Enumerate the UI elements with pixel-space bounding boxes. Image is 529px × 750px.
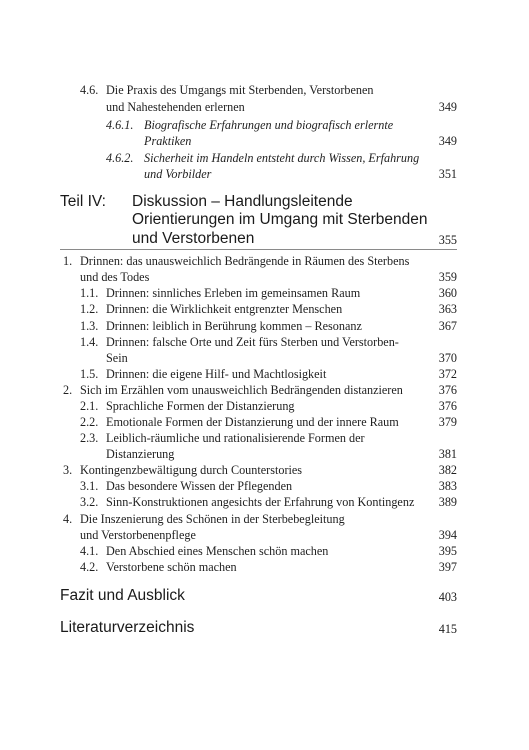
entry-number: 3.1.	[80, 479, 99, 493]
page-number: 382	[438, 463, 457, 477]
entry-title: Distanzierung	[106, 447, 175, 461]
entry-title: Sein	[106, 351, 128, 365]
page-number: 355	[438, 233, 457, 247]
entry-number: 1.2.	[80, 302, 99, 316]
entry-number: 1.5.	[80, 367, 99, 381]
page-number: 389	[438, 495, 457, 509]
entry-title: Das besondere Wissen der Pflegenden	[106, 479, 293, 493]
page-number: 376	[438, 399, 457, 413]
heading-title: Literaturverzeichnis	[60, 619, 195, 636]
part-title-line: Orientierungen im Umgang mit Sterbenden	[132, 211, 428, 228]
entry-number: 1.4.	[80, 335, 99, 349]
page-number: 349	[438, 100, 457, 114]
page-number: 367	[438, 319, 457, 333]
entry-title: Sich im Erzählen vom unausweichlich Bedrängenden distanzieren	[80, 383, 403, 397]
page-number: 376	[438, 383, 457, 397]
entry-number: 1.3.	[80, 319, 99, 333]
entry-title: Den Abschied eines Menschen schön machen	[106, 544, 329, 558]
entry-number: 2.1.	[80, 399, 99, 413]
page-number: 359	[438, 270, 457, 284]
page-number: 394	[438, 528, 457, 542]
entry-title: Drinnen: leiblich in Berührung kommen – Resonanz	[106, 319, 362, 333]
divider	[60, 249, 457, 250]
entry-title: Drinnen: sinnliches Erleben im gemeinsamen Raum	[106, 286, 361, 300]
page-number: 403	[438, 590, 457, 604]
entry-title: und Nahestehenden erlernen	[106, 100, 245, 114]
entry-number: 2.	[63, 383, 73, 397]
entry-number: 3.	[63, 463, 73, 477]
part-title-line: Diskussion – Handlungsleitende	[132, 193, 353, 210]
entry-number: 2.3.	[80, 431, 99, 445]
entry-title: Sinn-Konstruktionen angesichts der Erfahrung von Kontingenz	[106, 495, 415, 509]
entry-number: 4.	[63, 512, 73, 526]
page-number: 349	[438, 134, 457, 148]
page-number: 381	[438, 447, 457, 461]
entry-number: 3.2.	[80, 495, 99, 509]
page-number: 360	[438, 286, 457, 300]
entry-number: 1.1.	[80, 286, 99, 300]
entry-title: Drinnen: die eigene Hilf- und Machtlosigkeit	[106, 367, 327, 381]
part-label: Teil IV:	[60, 193, 106, 210]
entry-title: Die Inszenierung des Schönen in der Sterbebegleitung	[80, 512, 345, 526]
entry-title: Leiblich-räumliche und rationalisierende Formen der	[106, 431, 365, 445]
entry-title: Kontingenzbewältigung durch Counterstories	[80, 463, 303, 477]
entry-title: Sicherheit im Handeln entsteht durch Wissen, Erfahrung	[144, 151, 420, 165]
page-number: 397	[438, 560, 457, 574]
entry-title: Biografische Erfahrungen und biografisch erlernte	[144, 118, 394, 132]
entry-number: 4.6.2.	[106, 151, 134, 165]
page-number: 379	[438, 415, 457, 429]
part-title-line: und Verstorbenen	[132, 230, 255, 247]
page-number: 372	[438, 367, 457, 381]
entry-title: Drinnen: falsche Orte und Zeit fürs Sterben und Verstorben-	[106, 335, 399, 349]
entry-number: 4.6.1.	[106, 118, 134, 132]
page-number: 370	[438, 351, 457, 365]
entry-number: 2.2.	[80, 415, 99, 429]
entry-number: 1.	[63, 254, 73, 268]
entry-title: Emotionale Formen der Distanzierung und der innere Raum	[106, 415, 399, 429]
entry-title: Sprachliche Formen der Distanzierung	[106, 399, 295, 413]
entry-number: 4.6.	[80, 83, 99, 97]
heading-title: Fazit und Ausblick	[60, 587, 185, 604]
entry-title: Drinnen: das unausweichlich Bedrängende in Räumen des Sterbens	[80, 254, 410, 268]
entry-title: und des Todes	[80, 270, 150, 284]
entry-title: Die Praxis des Umgangs mit Sterbenden, Verstorbenen	[106, 83, 374, 97]
entry-number: 4.1.	[80, 544, 99, 558]
page-number: 383	[438, 479, 457, 493]
page-number: 395	[438, 544, 457, 558]
page-number: 363	[438, 302, 457, 316]
page-number: 351	[438, 167, 457, 181]
entry-title: und Verstorbenenpflege	[80, 528, 196, 542]
entry-title: Praktiken	[144, 134, 192, 148]
entry-title: Verstorbene schön machen	[106, 560, 237, 574]
page-number: 415	[438, 622, 457, 636]
entry-title: und Vorbilder	[144, 167, 212, 181]
entry-number: 4.2.	[80, 560, 99, 574]
entry-title: Drinnen: die Wirklichkeit entgrenzter Menschen	[106, 302, 343, 316]
